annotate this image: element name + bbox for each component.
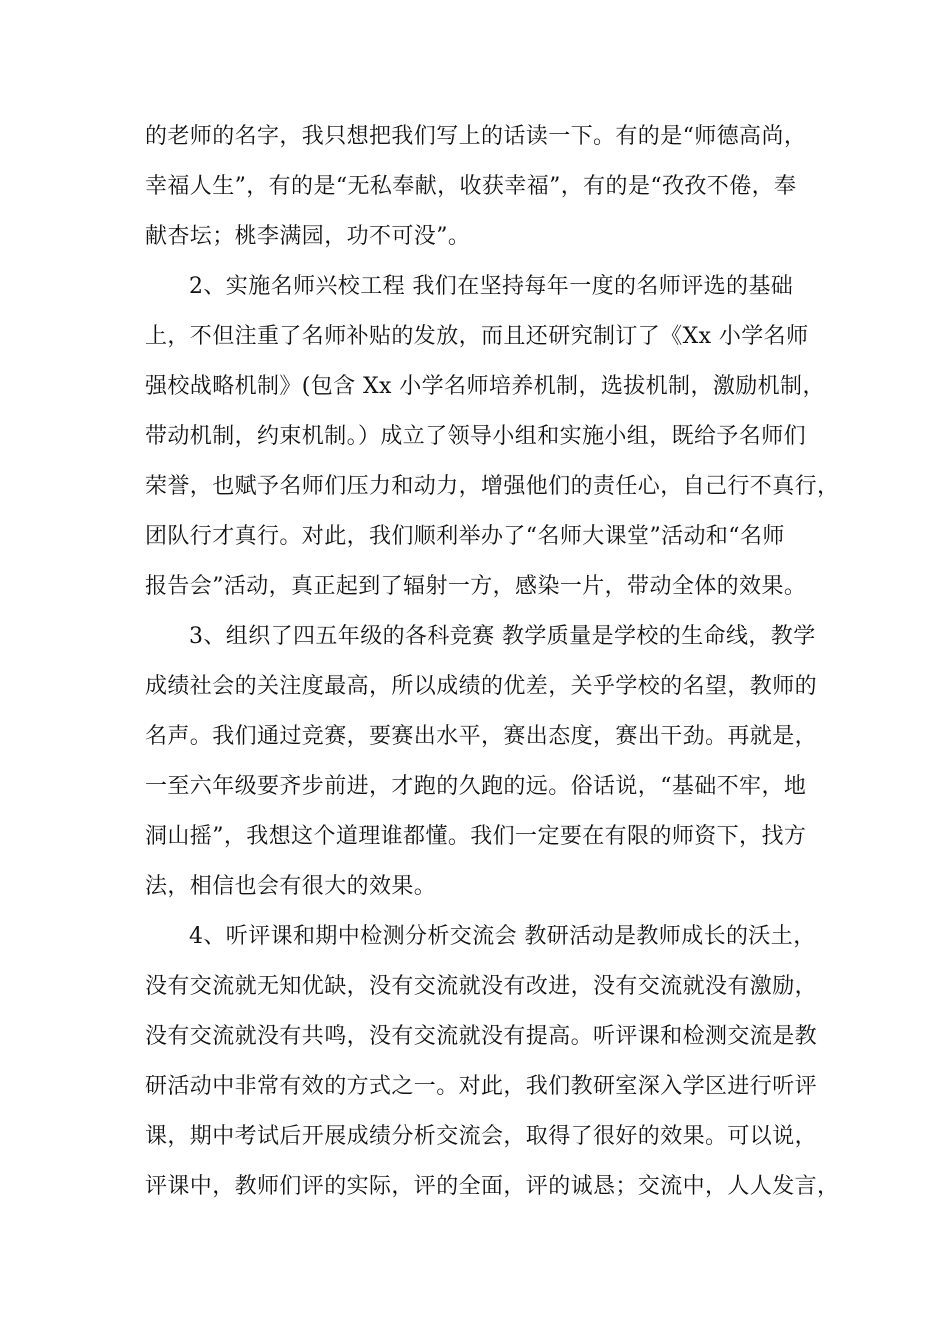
section-2-heading-line: 2、实施名师兴校工程 我们在坚持每年一度的名师评选的基础 — [189, 274, 794, 299]
text-line: 名声。我们通过竞赛，要赛出水平，赛出态度，赛出干劲。再就是， — [145, 724, 818, 749]
text-line: 课，期中考试后开展成绩分析交流会，取得了很好的效果。可以说， — [145, 1124, 818, 1149]
section-4-heading-line: 4、听评课和期中检测分析交流会 教研活动是教师成长的沃土， — [189, 924, 816, 949]
text-line: 报告会”活动，真正起到了辐射一方，感染一片，带动全体的效果。 — [145, 574, 807, 599]
text-line: 一至六年级要齐步前进，才跑的久跑的远。俗话说，“基础不牢，地 — [145, 774, 807, 799]
text-line: 没有交流就没有共鸣，没有交流就没有提高。听评课和检测交流是教 — [145, 1024, 818, 1049]
text-line: 没有交流就无知优缺，没有交流就没有改进，没有交流就没有激励， — [145, 974, 818, 999]
text-line: 带动机制，约束机制。）成立了领导小组和实施小组，既给予名师们 — [145, 424, 807, 449]
text-line: 强校战略机制》(包含 Xx 小学名师培养机制，选拔机制，激励机制， — [145, 374, 825, 399]
text-line: 法，相信也会有很大的效果。 — [145, 874, 437, 899]
text-line: 成绩社会的关注度最高，所以成绩的优差，关乎学校的名望，教师的 — [145, 674, 818, 699]
document-body — [145, 112, 840, 1212]
text-line: 团队行才真行。对此，我们顺利举办了“名师大课堂”活动和“名师 — [145, 524, 785, 549]
text-line: 的老师的名字，我只想把我们写上的话读一下。有的是“师德高尚， — [145, 124, 807, 149]
text-line: 研活动中非常有效的方式之一。对此，我们教研室深入学区进行听评 — [145, 1074, 818, 1099]
text-line: 上，不但注重了名师补贴的发放，而且还研究制订了《Xx 小学名师 — [145, 324, 809, 349]
text-line: 荣誉，也赋予名师们压力和动力，增强他们的责任心，自己行不真行， — [145, 474, 840, 499]
text-line: 献杏坛；桃李满园，功不可没”。 — [145, 224, 471, 249]
section-3-heading-line: 3、组织了四五年级的各科竞赛 教学质量是学校的生命线，教学 — [189, 624, 816, 649]
text-line: 洞山摇”，我想这个道理谁都懂。我们一定要在有限的师资下，找方 — [145, 824, 807, 849]
text-line: 评课中，教师们评的实际，评的全面，评的诚恳；交流中，人人发言， — [145, 1174, 840, 1199]
text-line: 幸福人生”，有的是“无私奉献，收获幸福”，有的是“孜孜不倦，奉 — [145, 174, 797, 199]
